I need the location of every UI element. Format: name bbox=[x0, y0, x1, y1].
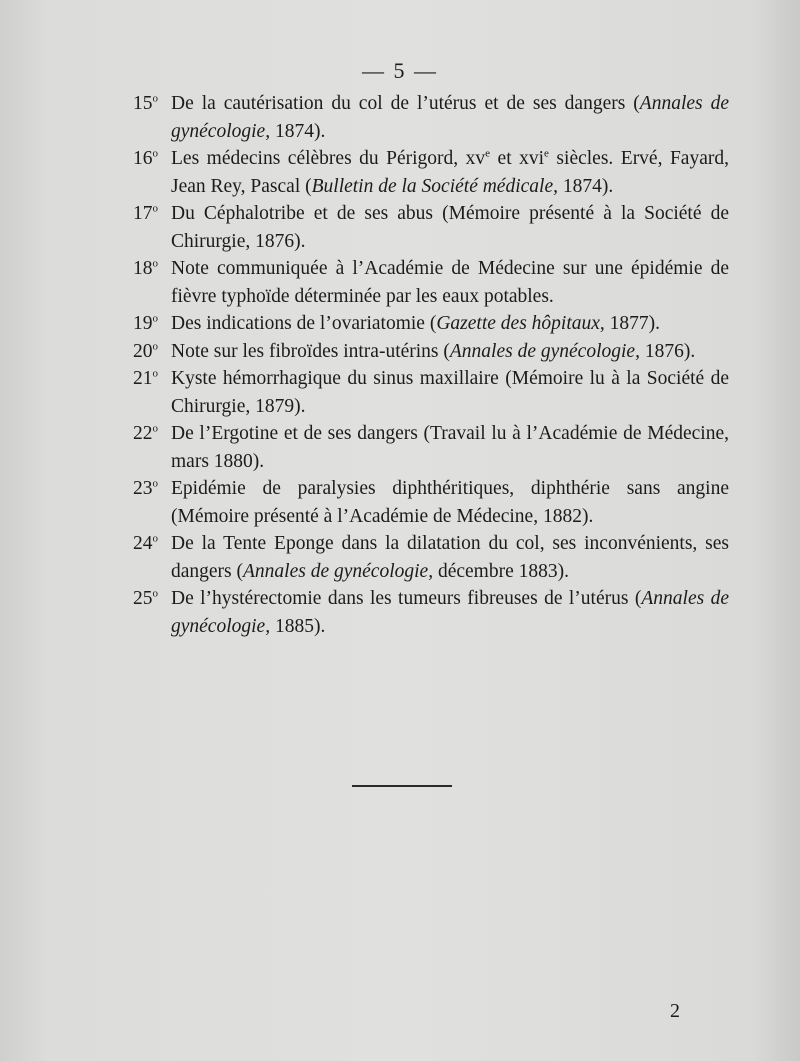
entry-text: De l’hystérectomie dans les tumeurs fibreuses de l’utérus ( bbox=[171, 588, 642, 609]
journal-title: Bulletin de la Société médicale, bbox=[311, 175, 558, 197]
journal-title: Annales de gynécologie, bbox=[449, 340, 640, 362]
entry-text: 1874). bbox=[270, 120, 326, 142]
journal-title: Annales de gynécologie, bbox=[171, 588, 729, 637]
journal-title: Annales de gynécologie, bbox=[171, 93, 729, 142]
page-number: — 5 — bbox=[362, 58, 438, 83]
list-item bbox=[105, 90, 729, 145]
entry-text: décembre 1883). bbox=[433, 560, 569, 582]
entry-text: Du Céphalotribe et de ses abus (Mémoire présenté à la Société de Chirurgie, 1876). bbox=[171, 203, 729, 252]
entry-text: Note sur les fibroïdes intra-utérins ( bbox=[171, 340, 450, 362]
entry-text: siècles. Ervé, Fayard, Jean Rey, Pascal ( bbox=[171, 148, 729, 197]
entry-text: De la Tente Eponge dans la dilatation du col, ses inconvénients, ses dangers ( bbox=[171, 533, 729, 582]
item-number: 16$^o$ bbox=[133, 147, 158, 169]
entry-text: De l’Ergotine et de ses dangers (Travail lu à l’Académie de Médecine, mars 1880). bbox=[171, 423, 729, 472]
list-item bbox=[105, 310, 729, 338]
entry-text: Kyste hémorrhagique du sinus maxillaire (Mémoire lu à la Société de Chirurgie, 1879). bbox=[171, 368, 729, 417]
item-number: 17$^o$ bbox=[133, 202, 158, 224]
journal-title: Gazette des hôpitaux, bbox=[436, 313, 605, 334]
item-number: 21$^o$ bbox=[133, 367, 158, 389]
list-item bbox=[105, 585, 729, 640]
item-number: 19$^o$ bbox=[133, 312, 158, 334]
list-item bbox=[105, 338, 729, 366]
entry-text: Epidémie de paralysies diphthéritiques, diphthérie sans angine (Mémoire présenté à l’Académie de Médecine, 1882). bbox=[171, 478, 729, 527]
entry-text: et xvi bbox=[490, 148, 545, 169]
entry-text: Les médecins célèbres du Périgord, xv bbox=[171, 148, 486, 169]
item-number: 22$^o$ bbox=[133, 422, 158, 444]
item-number: 23$^o$ bbox=[133, 477, 158, 499]
list-item bbox=[105, 365, 729, 420]
list-item bbox=[105, 145, 729, 200]
item-number: 25$^o$ bbox=[133, 587, 158, 609]
journal-title: Annales de gynécologie, bbox=[243, 560, 434, 582]
list-item bbox=[105, 255, 729, 310]
entry-text: Des indications de l’ovariatomie ( bbox=[171, 313, 437, 334]
entry-text: 1874). bbox=[557, 175, 614, 197]
item-number: 24$^o$ bbox=[133, 532, 158, 554]
signature-mark: 2 bbox=[670, 1000, 680, 1022]
publication-list bbox=[133, 90, 729, 640]
entry-text: Note communiquée à l’Académie de Médecine sur une épidémie de fièvre typhoïde déterminée par les eaux potables. bbox=[171, 258, 729, 307]
list-item bbox=[105, 475, 729, 530]
entry-text: 1877). bbox=[604, 313, 661, 334]
entry-text: e bbox=[485, 147, 491, 160]
list-item bbox=[105, 200, 729, 255]
item-number: 18$^o$ bbox=[133, 257, 158, 279]
list-item bbox=[105, 420, 729, 475]
closing-rule bbox=[352, 785, 452, 787]
entry-text: De la cautérisation du col de l’utérus et de ses dangers ( bbox=[171, 93, 640, 114]
entry-text: 1876). bbox=[639, 340, 696, 362]
entry-text: e bbox=[544, 147, 549, 160]
list-item bbox=[105, 530, 729, 585]
item-number: 20$^o$ bbox=[133, 340, 158, 362]
entry-text: 1885). bbox=[270, 615, 326, 637]
item-number: 15$^o$ bbox=[133, 92, 158, 114]
